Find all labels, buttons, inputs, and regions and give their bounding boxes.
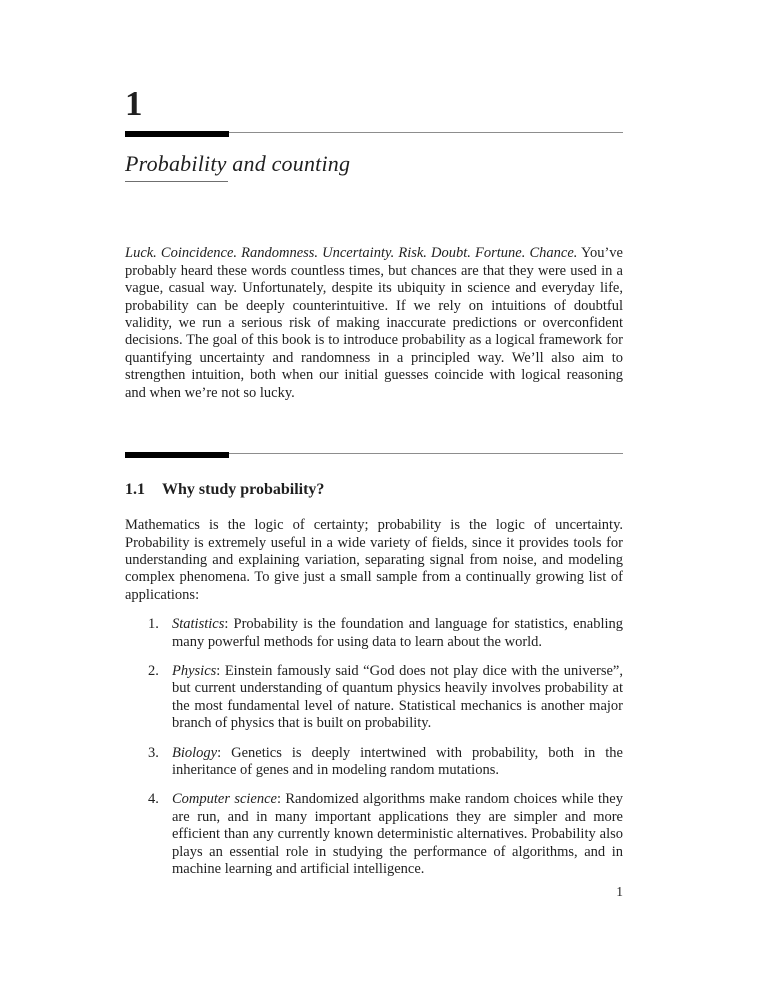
chapter-rule xyxy=(125,131,623,137)
item-text: : Genetics is deeply intertwined with probability, both in the inheritance of genes and in modeling random mutations. xyxy=(172,744,623,779)
item-number: 4. xyxy=(148,791,159,808)
intro-lead-sentence: Luck. Coincidence. Randomness. Uncertainty. Risk. Doubt. Fortune. Chance. xyxy=(125,245,578,262)
page-number: 1 xyxy=(616,884,623,899)
applications-list xyxy=(125,616,623,878)
intro-paragraph xyxy=(125,245,623,402)
list-item-computer-science xyxy=(125,791,623,878)
item-number: 1. xyxy=(148,616,159,633)
item-text: : Einstein famously said “God does not play dice with the universe”, but current understanding of quantum physics heavily involves probability at the most fundamental level of nature. Statistical mechanics is another major branch of physics that is built on probability. xyxy=(172,662,623,732)
list-item-biology xyxy=(125,745,623,780)
page-content xyxy=(125,0,623,878)
item-term: Statistics xyxy=(172,616,225,633)
chapter-title: Probability and counting xyxy=(125,151,351,176)
item-text: : Randomized algorithms make random choices while they are run, and in many important applications they are simpler and more efficient than any currently known deterministic alternatives. Probability also plays an essential role in studying the performance of algorithms, and in machine learning and artificial intelligence. xyxy=(172,791,623,878)
item-term: Computer science xyxy=(172,791,277,808)
section-paragraph: Mathematics is the logic of certainty; probability is the logic of uncertainty. Probability is extremely useful in a wide variety of fields, since it provides tools for understanding and explaining variation, separating signal from noise, and modeling complex phenomena. To give just a small sample from a continually growing list of applications: xyxy=(125,517,623,603)
intro-body-text: You’ve probably heard these words countless times, but chances are that they were used in a vague, casual way. Unfortunately, despite its ubiquity in science and everyday life, probability can be deeply counterintuitive. If we rely on intuitions of doubtful validity, we run a serious risk of making inaccurate predictions or overconfident decisions. The goal of this book is to introduce probability as a logical framework for quantifying uncertainty and randomness in a principled way. We’ll also aim to strengthen intuition, both when our initial guesses coincide with logical reasoning and when we’re not so lucky. xyxy=(125,245,623,401)
list-item-physics xyxy=(125,663,623,733)
chapter-number: 1 xyxy=(125,84,143,123)
item-term: Biology xyxy=(172,744,218,761)
list-item-statistics xyxy=(125,616,623,651)
section-rule-thick-bar xyxy=(125,452,229,458)
item-number: 3. xyxy=(148,744,159,761)
chapter-rule-thick-bar xyxy=(125,131,229,137)
item-term: Physics xyxy=(172,662,217,679)
item-text: : Probability is the foundation and language for statistics, enabling many powerful methods for using data to learn about the world. xyxy=(172,616,623,650)
section-heading xyxy=(125,480,623,499)
section-number: 1.1 xyxy=(125,480,145,498)
section-rule xyxy=(125,452,623,458)
chapter-title-underline xyxy=(125,181,228,182)
item-number: 2. xyxy=(148,662,159,679)
section-title: Why study probability? xyxy=(162,480,325,498)
